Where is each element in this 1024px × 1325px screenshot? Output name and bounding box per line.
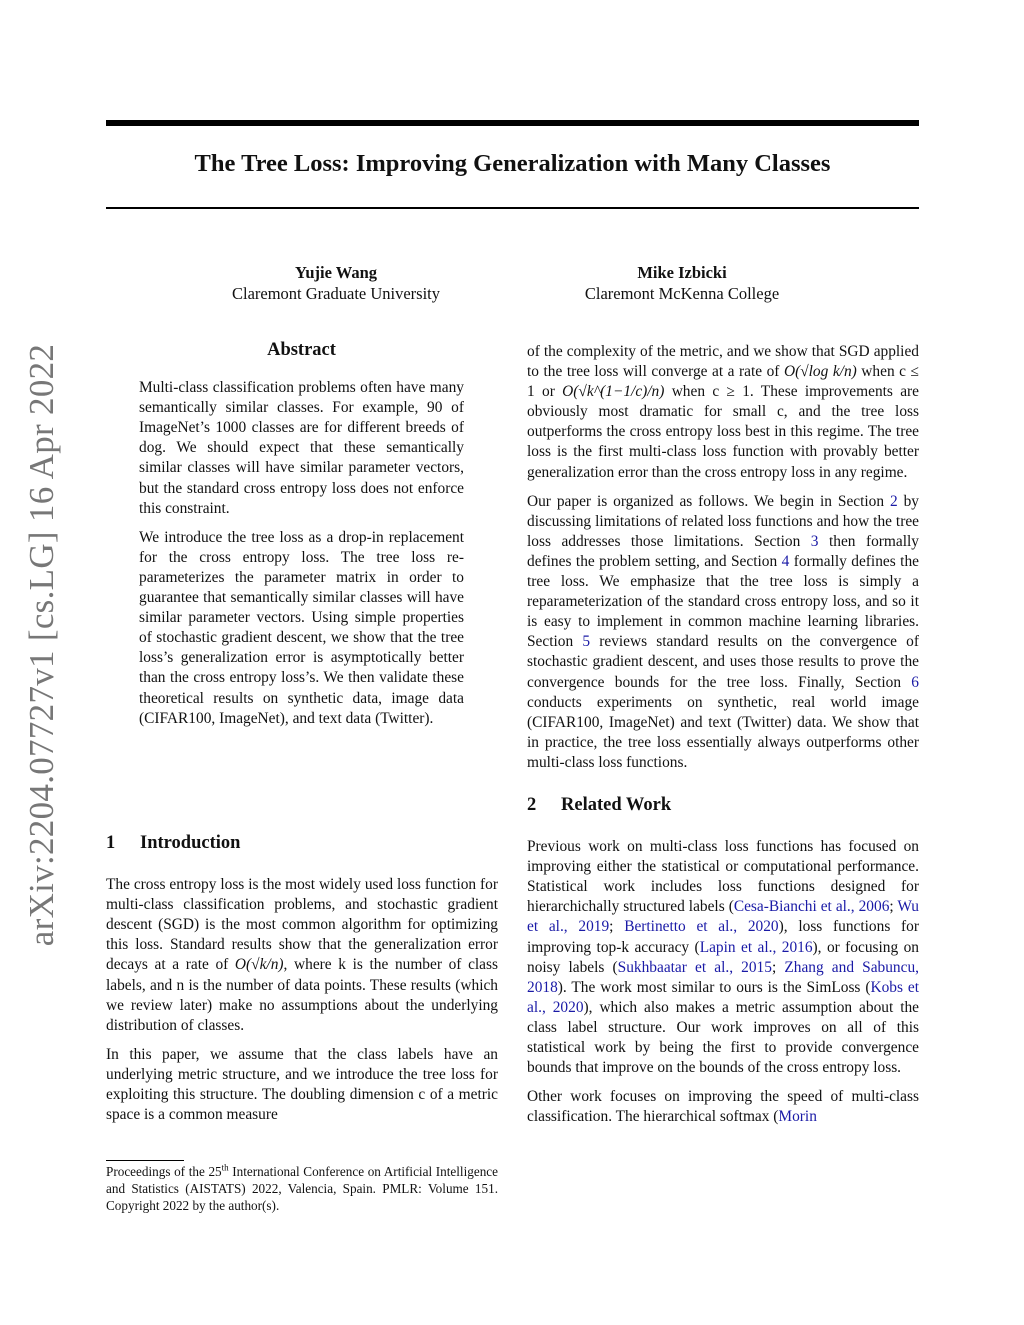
math-rate: O(√k/n) [234, 956, 284, 974]
paper-title: The Tree Loss: Improving Generalization with Many Classes [194, 150, 831, 177]
section-heading [106, 833, 498, 853]
section-ref-link[interactable]: 3 [810, 532, 819, 550]
section-number: 1 [106, 833, 116, 853]
author-name: Yujie Wang [294, 263, 378, 282]
math-rate: O(√k^(1−1/c)/n) [562, 383, 665, 401]
title-rule-top [106, 120, 919, 126]
author-2 [512, 262, 852, 304]
section-ref-link[interactable]: 5 [582, 633, 591, 651]
citation-link[interactable]: Wu et al., 2019 [527, 898, 919, 936]
citation-link[interactable]: Morin [778, 1108, 817, 1126]
title-rule-bottom [106, 207, 919, 209]
footnote: Proceedings of the 25th International Conference on Artificial Intelligence and Statistics (AISTATS) 2022, Valencia, Spain. PMLR: Volume 151. Copyright 2022 by the author(s). [106, 1162, 498, 1213]
body-paragraph: Our paper is organized as follows. We begin in Section 2 by discussing limitations of related loss functions and how the tree loss addresses those limitations. Section 3 then formally defines the problem setting, and Section 4 formally defines the tree loss. We emphasize that the tree loss is simply a reparameterization of the standard cross entropy loss, and so it is easy to implement in common machine learning libraries. Section 5 reviews standard results on the convergence of stochastic gradient descent, and uses those results to prove the convergence bounds for the tree loss. Finally, Section 6 conducts experiments on synthetic, real world image (CIFAR100, ImageNet) and text (Twitter) data. We show that in practice, the tree loss essentially always outperforms other multi-class loss functions. [527, 492, 919, 771]
author-affiliation: Claremont Graduate University [231, 284, 441, 303]
body-paragraph: of the complexity of the metric, and we show that SGD applied to the tree loss will converge at a rate of O(√log k/n) when c ≤ 1 or O(√k^(1−1/c)/n) when c ≥ 1. These improvements are obviously most dramatic for small c, and the tree loss outperforms the cross entropy loss best in this regime. The tree loss is the first multi-class loss function with provably better generalization error than the cross entropy loss in any regime. [527, 343, 919, 481]
arxiv-id: arXiv:2204.07727v1 [cs.LG] 16 Apr 2022 [22, 343, 61, 947]
intro-section [106, 833, 498, 1134]
author-affiliation: Claremont McKenna College [584, 284, 780, 303]
author-name: Mike Izbicki [637, 263, 727, 282]
abstract-paragraph: We introduce the tree loss as a drop-in replacement for the cross entropy loss. The tree loss re-parameterizes the parameter matrix in order to guarantee that semantically similar classes will have similar parameter vectors. Using simple properties of stochastic gradient descent, we show that the tree loss’s generalization error is asymptotically better than the cross entropy loss’s. We then validate these theoretical results on synthetic data, image data (CIFAR100, ImageNet), and text data (Twitter). [139, 528, 464, 727]
author-1 [166, 262, 506, 304]
right-column [527, 342, 919, 1136]
intro-paragraph: In this paper, we assume that the class labels have an underlying metric structure, and we introduce the tree loss for exploiting this structure. The doubling dimension c of a metric space is a common measure [106, 1045, 498, 1124]
abstract-heading: Abstract [267, 340, 336, 360]
section-ref-link[interactable]: 2 [889, 492, 898, 510]
citation-link[interactable]: Bertinetto et al., 2020 [624, 918, 779, 936]
math-rate: O(√log k/n) [783, 363, 857, 381]
citation-link[interactable]: Lapin et al., 2016 [699, 938, 813, 956]
related-paragraph: Other work focuses on improving the speed of multi-class classification. The hierarchical softmax (Morin [527, 1088, 919, 1126]
citation-link[interactable]: Zhang and Sabuncu, 2018 [527, 958, 919, 996]
citation-link[interactable]: Cesa-Bianchi et al., 2006 [733, 898, 890, 916]
section-title: Related Work [561, 794, 672, 815]
abstract [139, 340, 464, 738]
section-title: Introduction [140, 833, 241, 853]
citation-link[interactable]: Sukhbaatar et al., 2015 [617, 958, 772, 976]
section-heading [527, 795, 919, 815]
footnote-rule [106, 1160, 184, 1161]
citation-link[interactable]: Kobs et al., 2020 [527, 978, 919, 1016]
arxiv-sidebar [14, 343, 70, 947]
section-ref-link[interactable]: 4 [781, 552, 790, 570]
abstract-paragraph: Multi-class classification problems often have many semantically similar classes. For example, 90 of ImageNet’s 1000 classes are for different breeds of dog. We should expect that these semantically similar classes will have similar parameter vectors, but the standard cross entropy loss does not enforce this constraint. [139, 379, 464, 517]
section-ref-link[interactable]: 6 [911, 673, 919, 691]
section-number: 2 [527, 794, 537, 815]
related-paragraph: Previous work on multi-class loss functions has focused on improving either the statistical or computational performance. Statistical work includes loss functions designed for hierarchichally structured labels (Cesa-Bianchi et al., 2006; Wu et al., 2019; Bertinetto et al., 2020), loss functions for improving top-k accuracy (Lapin et al., 2016), or focusing on noisy labels (Sukhbaatar et al., 2015; Zhang and Sabuncu, 2018). The work most similar to ours is the SimLoss (Kobs et al., 2020), which also makes a metric assumption about the class label structure. Our work improves on all of this statistical work by being the first to provide convergence bounds that improve on the bounds of the cross entropy loss. [527, 838, 920, 1077]
intro-paragraph: The cross entropy loss is the most widely used loss function for multi-class classification problems, and stochastic gradient descent (SGD) is the most common algorithm for optimizing this loss. Standard results show that the generalization error decays at a rate of O(√k/n), where k is the number of class labels, and n is the number of data points. These results (which we review later) make no assumptions about the underlying distribution of classes. [106, 876, 498, 1034]
